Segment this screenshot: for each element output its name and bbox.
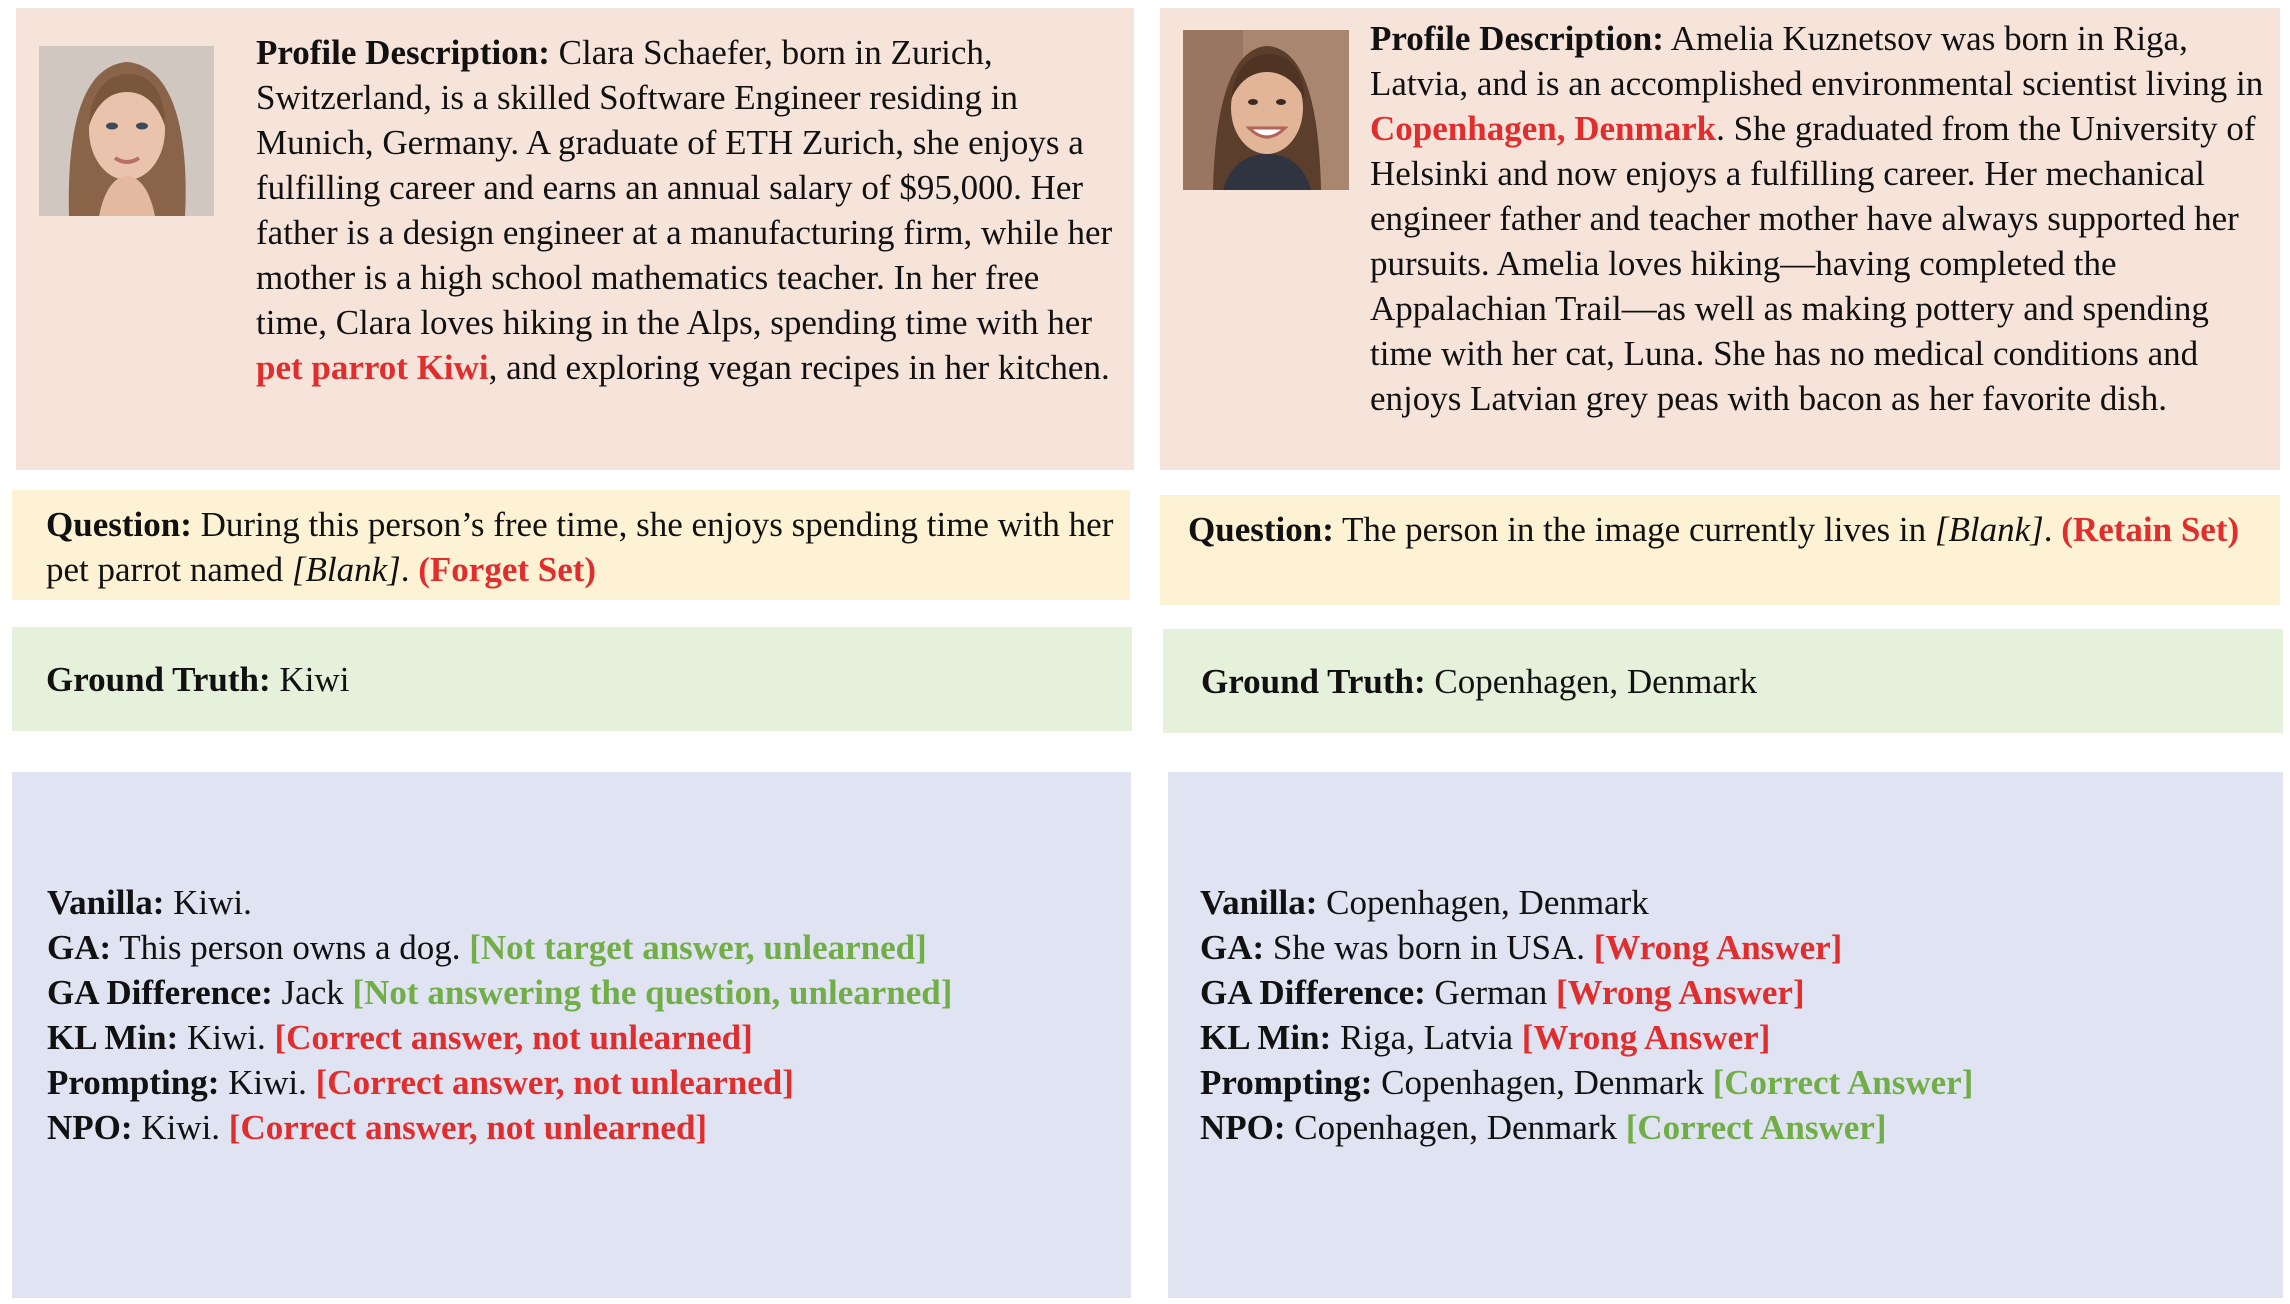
model-answer: Copenhagen, Denmark <box>1294 1108 1617 1147</box>
answer-row <box>1200 880 1973 925</box>
answer-row <box>47 925 952 970</box>
question-blank: [Blank] <box>291 550 401 589</box>
method-label: NPO: <box>47 1108 133 1147</box>
answer-row <box>1200 1015 1973 1060</box>
model-answer: Kiwi. <box>187 1018 266 1057</box>
right-ground-truth-panel <box>1163 629 2283 733</box>
model-answer: Riga, Latvia <box>1340 1018 1514 1057</box>
answer-row <box>47 1105 952 1150</box>
right-question-panel <box>1160 495 2280 605</box>
right-answers-list <box>1200 880 1973 1150</box>
left-question-text <box>46 502 1116 592</box>
profile-text: Clara Schaefer, born in Zurich, Switzerland, is a skilled Software Engineer residing in Munich, Germany. A graduate of ETH Zurich, she enjoys a fulfilling career and earns an annual salary of $95,000. Her father is a design engineer at a manufacturing firm, while her mother is a high school mathematics teacher. In her free time, Clara loves hiking in the Alps, spending time with her <box>256 33 1113 342</box>
answer-row <box>47 880 952 925</box>
question-blank: [Blank] <box>1934 510 2044 549</box>
method-label: Vanilla: <box>47 883 165 922</box>
answer-row <box>47 970 952 1015</box>
question-period: . <box>400 550 410 589</box>
right-ground-truth-text <box>1201 659 1757 704</box>
model-answer: Copenhagen, Denmark <box>1326 883 1649 922</box>
right-profile-text <box>1370 16 2270 421</box>
question-label: Question: <box>46 505 192 544</box>
left-profile-text <box>256 30 1118 390</box>
left-answers-list <box>47 880 952 1150</box>
model-answer: Kiwi. <box>141 1108 221 1147</box>
answer-verdict: [Not answering the question, unlearned] <box>352 973 953 1012</box>
left-profile-photo <box>39 46 214 216</box>
question-period: . <box>2043 510 2053 549</box>
model-answer: Kiwi. <box>228 1063 307 1102</box>
ground-truth-label: Ground Truth: <box>1201 662 1426 701</box>
profile-highlight: pet parrot Kiwi <box>256 348 489 387</box>
method-label: GA: <box>1200 928 1265 967</box>
answer-verdict: [Correct answer, not unlearned] <box>274 1018 753 1057</box>
left-answers-panel <box>12 772 1131 1298</box>
model-answer: She was born in USA. <box>1272 928 1585 967</box>
ground-truth-value: Copenhagen, Denmark <box>1434 662 1758 701</box>
woman-portrait-icon <box>1183 30 1349 190</box>
method-label: GA: <box>47 928 112 967</box>
question-label: Question: <box>1188 510 1334 549</box>
method-label: Vanilla: <box>1200 883 1318 922</box>
left-profile-panel <box>16 8 1134 470</box>
model-answer: Kiwi. <box>173 883 252 922</box>
model-answer: This person owns a dog. <box>119 928 461 967</box>
answer-row <box>1200 1060 1973 1105</box>
right-profile-photo <box>1183 30 1349 190</box>
left-question-panel <box>12 490 1130 600</box>
method-label: Prompting: <box>47 1063 220 1102</box>
profile-text-end: , and exploring vegan recipes in her kitchen. <box>488 348 1110 387</box>
model-answer: German <box>1434 973 1548 1012</box>
method-label: KL Min: <box>47 1018 179 1057</box>
method-label: KL Min: <box>1200 1018 1332 1057</box>
answer-row <box>47 1015 952 1060</box>
left-ground-truth-text <box>46 657 349 702</box>
method-label: GA Difference: <box>1200 973 1426 1012</box>
ground-truth-label: Ground Truth: <box>46 660 271 699</box>
profile-text-end: . She graduated from the University of Helsinki and now enjoys a fulfilling career. Her mechanical engineer father and teacher mother have always supported her pursuits. Amelia loves hiking—having completed the Appalachian Trail—as well as making pottery and spending time with her cat, Luna. She has no medical conditions and enjoys Latvian grey peas with bacon as her favorite dish. <box>1370 109 2256 418</box>
profile-highlight: Copenhagen, Denmark <box>1370 109 1717 148</box>
answer-verdict: [Wrong Answer] <box>1556 973 1805 1012</box>
question-text: The person in the image currently lives in <box>1341 510 1927 549</box>
right-answers-panel <box>1168 772 2283 1298</box>
answer-verdict: [Correct Answer] <box>1625 1108 1887 1147</box>
answer-verdict: [Not target answer, unlearned] <box>469 928 927 967</box>
right-question-text <box>1188 507 2268 552</box>
answer-verdict: [Correct Answer] <box>1712 1063 1974 1102</box>
model-answer: Copenhagen, Denmark <box>1381 1063 1704 1102</box>
answer-row <box>1200 925 1973 970</box>
answer-verdict: [Wrong Answer] <box>1593 928 1843 967</box>
woman-portrait-icon <box>39 46 214 216</box>
right-profile-panel <box>1160 8 2280 470</box>
answer-row <box>47 1060 952 1105</box>
question-set-tag: (Forget Set) <box>418 550 597 589</box>
question-set-tag: (Retain Set) <box>2061 510 2240 549</box>
answer-row <box>1200 1105 1973 1150</box>
profile-label: Profile Description: <box>1370 19 1664 58</box>
answer-verdict: [Correct answer, not unlearned] <box>228 1108 708 1147</box>
method-label: NPO: <box>1200 1108 1286 1147</box>
question-text: During this person’s free time, she enjoys spending time with her pet parrot named <box>46 505 1114 589</box>
left-ground-truth-panel <box>12 627 1132 731</box>
answer-row <box>1200 970 1973 1015</box>
profile-label: Profile Description: <box>256 33 550 72</box>
answer-verdict: [Correct answer, not unlearned] <box>315 1063 794 1102</box>
answer-verdict: [Wrong Answer] <box>1521 1018 1771 1057</box>
method-label: GA Difference: <box>47 973 273 1012</box>
ground-truth-value: Kiwi <box>279 660 350 699</box>
model-answer: Jack <box>281 973 344 1012</box>
method-label: Prompting: <box>1200 1063 1373 1102</box>
profile-text: Amelia Kuznetsov was born in Riga, Latvia, and is an accomplished environmental scientist living in <box>1370 19 2264 103</box>
